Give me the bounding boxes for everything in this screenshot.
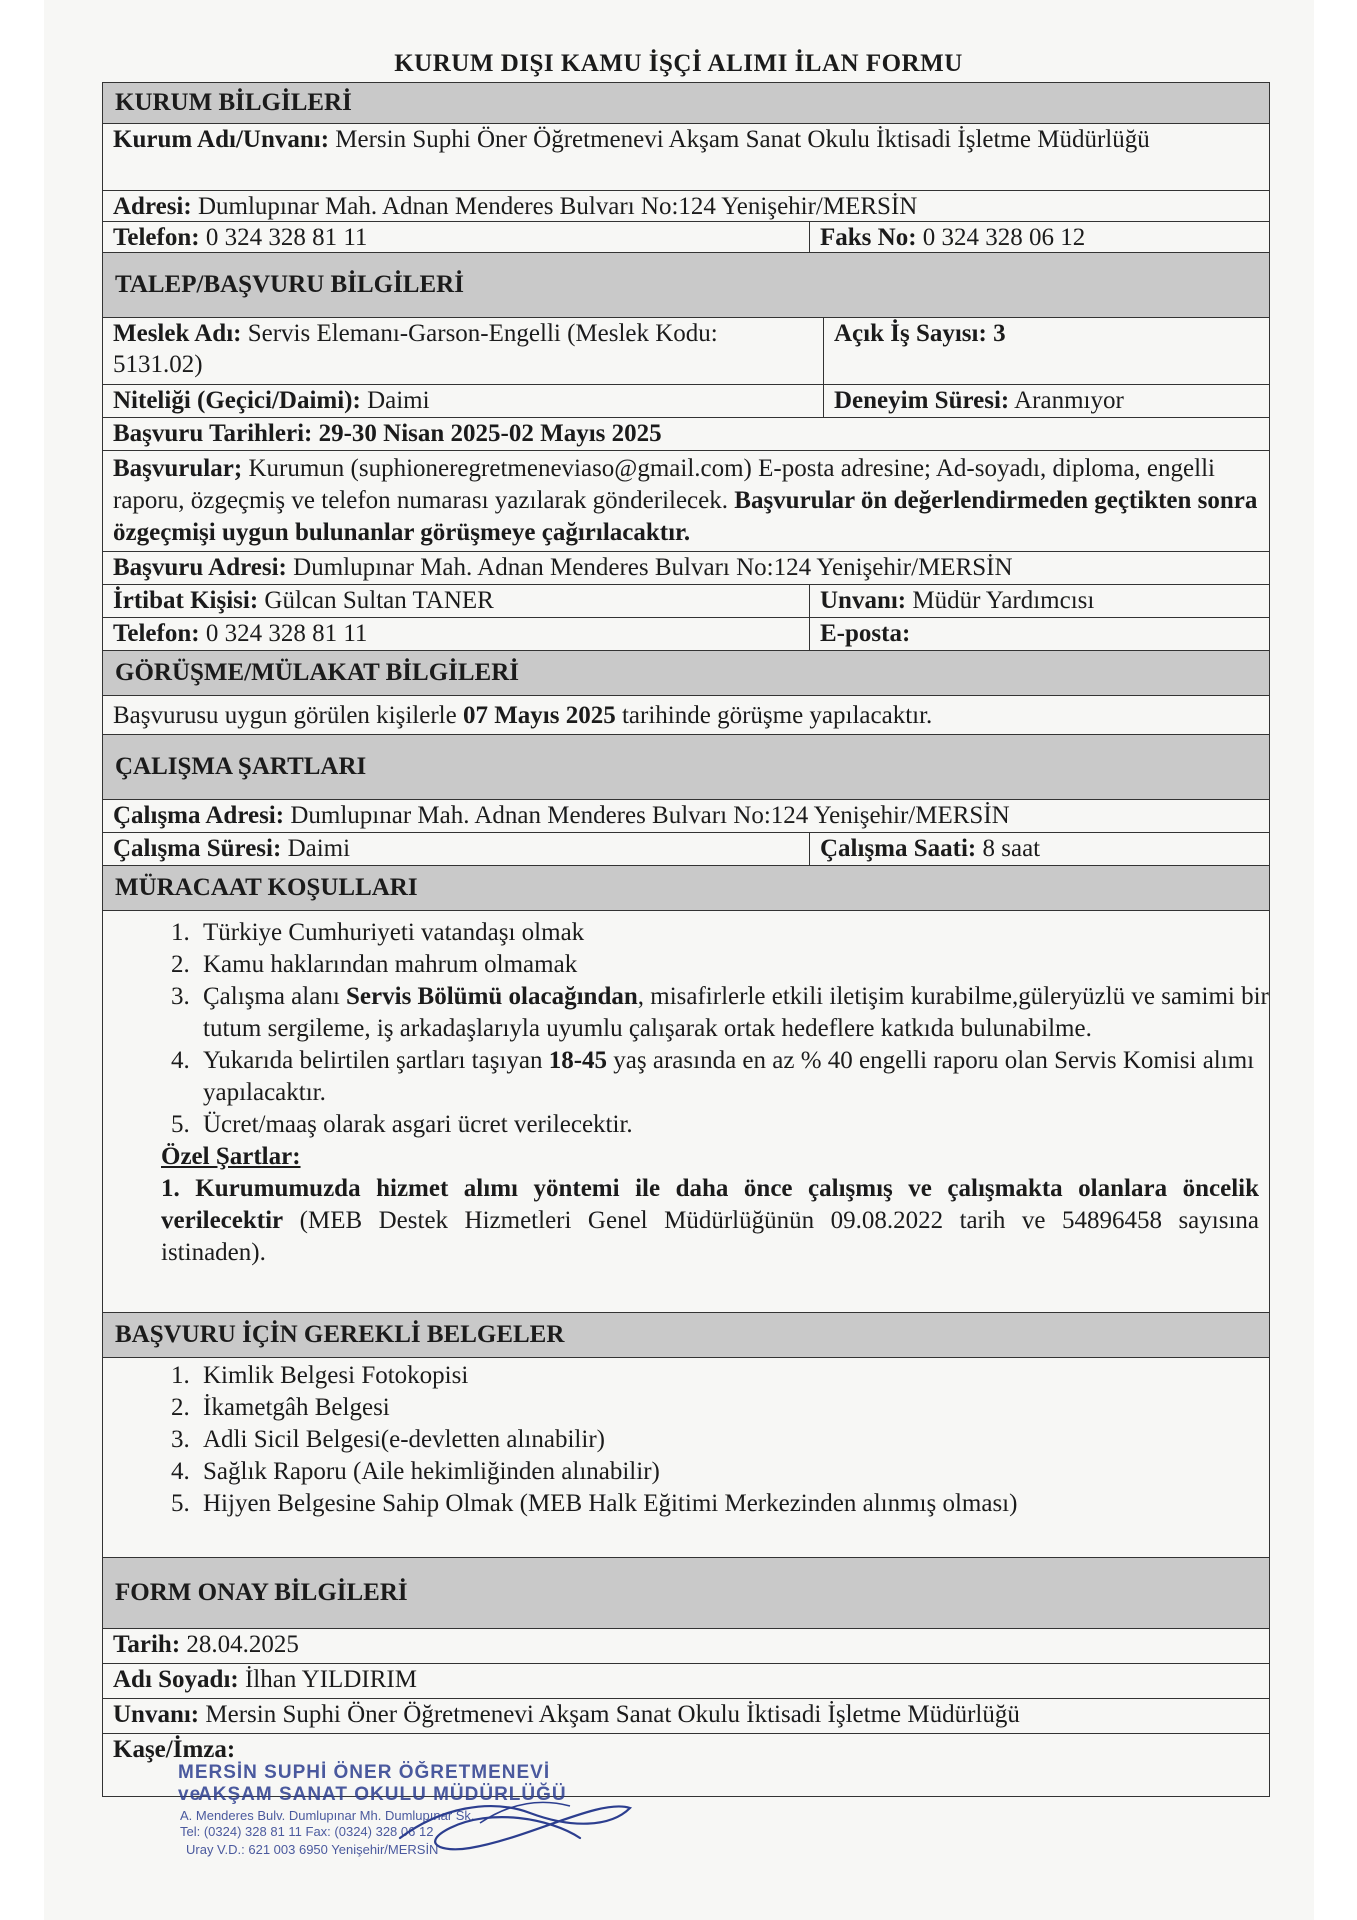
section-calisma-heading: ÇALIŞMA ŞARTLARI (103, 735, 1269, 800)
deneyim-value: Aranmıyor (1009, 387, 1124, 414)
talep-telefon-label: Telefon: (113, 620, 200, 647)
gorusme-text-before: Başvurusu uygun görülen kişilerle (113, 701, 463, 729)
deneyim-label: Deneyim Süresi: (834, 387, 1010, 414)
calisma-adres-row (103, 800, 1269, 833)
kurum-telefon-label: Telefon: (113, 224, 200, 251)
list-item: 4. Yukarıda belirtilen şartları taşıyan 18-45 yaş arasında en az % 40 engelli raporu olan Servis Komisi alımı yapılacaktır. (171, 1047, 1255, 1106)
talep-nitelik-row (103, 385, 1269, 418)
list-item: 3. Adli Sicil Belgesi(e-devletten alınabilir) (171, 1426, 605, 1453)
kurum-adres-label: Adresi: (113, 193, 192, 220)
eposta-label: E-posta: (820, 620, 911, 647)
list-item: 5. Ücret/maaş olarak asgari ücret verilecektir. (171, 1111, 633, 1138)
meslek-value: Servis Elemanı-Garson-Engelli (Meslek Kodu: 5131.02) (113, 320, 718, 378)
onay-adsoyad-label: Adı Soyadı: (113, 1666, 239, 1693)
section-kurum-heading: KURUM BİLGİLERİ (103, 83, 1269, 124)
muracaat-body (103, 911, 1269, 1313)
kase-imza-label: Kaşe/İmza: (113, 1736, 236, 1763)
kurum-ad-label: Kurum Adı/Unvanı: (113, 126, 330, 153)
irtibat-label: İrtibat Kişisi: (113, 587, 259, 614)
list-item: 1. Kimlik Belgesi Fotokopisi (171, 1362, 469, 1389)
acik-is-label: Açık İş Sayısı: (834, 320, 987, 347)
list-item: 3. Çalışma alanı Servis Bölümü olacağından, misafirlerle etkili iletişim kurabilme,güleryüzlü ve samimi bir tutum sergileme, iş arkadaşlarıyla uyumlu çalışarak ortak hedeflere katkıda bulunabilme. (171, 983, 1269, 1042)
basvurular-bold-text: Başvurular ön değerlendirmeden geçtikten sonra özgeçmişi uygun bulunanlar görüşmeye çağırılacaktır. (113, 487, 1258, 546)
basvuru-adres-label: Başvuru Adresi: (113, 554, 287, 581)
kurum-telefon-row (103, 222, 1269, 253)
calisma-saati-value: 8 saat (976, 835, 1041, 862)
kurum-adres-value: Dumlupınar Mah. Adnan Menderes Bulvarı No:124 Yenişehir/MERSİN (191, 193, 918, 220)
onay-adsoyad-value: İlhan YILDIRIM (238, 1666, 417, 1693)
list-item: 5. Hijyen Belgesine Sahip Olmak (MEB Halk Eğitimi Merkezinden alınmış olması) (171, 1490, 1018, 1517)
onay-unvan-row (103, 1699, 1269, 1734)
list-item: 2. İkametgâh Belgesi (171, 1394, 390, 1421)
gorusme-text-after: tarihinde görüşme yapılacaktır. (615, 701, 933, 729)
basvuru-tarihleri: Başvuru Tarihleri: 29-30 Nisan 2025-02 Mayıs 2025 (113, 420, 662, 447)
muracaat-list (103, 917, 1269, 1141)
calisma-adres-value: Dumlupınar Mah. Adnan Menderes Bulvarı No:124 Yenişehir/MERSİN (284, 802, 1010, 829)
signature-icon (380, 1768, 640, 1868)
talep-telefon-value: 0 324 328 81 11 (199, 620, 368, 647)
kurum-adres-row (103, 191, 1269, 222)
official-stamp: MERSİN SUPHİ ÖNER ÖĞRETMENEVİ ve AKŞAM SANAT OKULU MÜDÜRLÜĞÜ A. Menderes Bulv. Dumlupınar Mh. Dumlupınar Sk. Tel: (0324) 328 81 11 Fax: (0324) 328 06 12 Uray V.D.: 621 003 6950 Yenişehir/MERSİN (178, 1762, 567, 1857)
acik-is-value: 3 (986, 320, 1006, 347)
onay-unvan-label: Unvanı: (113, 1701, 200, 1728)
basvuru-adres-value: Dumlupınar Mah. Adnan Menderes Bulvarı No:124 Yenişehir/MERSİN (286, 554, 1013, 581)
irtibat-unvan-label: Unvanı: (820, 587, 907, 614)
calisma-saati-label: Çalışma Saati: (820, 835, 977, 862)
onay-tarih-label: Tarih: (113, 1631, 181, 1658)
onay-tarih-row (103, 1629, 1269, 1664)
onay-unvan-value: Mersin Suphi Öner Öğretmenevi Akşam Sanat Okulu İktisadi İşletme Müdürlüğü (199, 1701, 1020, 1728)
belgeler-body (103, 1358, 1269, 1558)
gorusme-date: 07 Mayıs 2025 (462, 701, 616, 729)
list-item: 2. Kamu haklarından mahrum olmamak (171, 951, 578, 978)
nitelik-value: Daimi (360, 387, 430, 414)
gorusme-row (103, 696, 1269, 735)
basvurular-text: Kurumun (suphioneregretmeneviaso@gmail.com) E-posta adresine; Ad-soyadı, diploma, engelli raporu, özgeçmiş ve telefon numarası yazılarak gönderilecek. (113, 455, 1215, 514)
section-talep-heading: TALEP/BAŞVURU BİLGİLERİ (103, 253, 1269, 318)
kurum-ad-value: Mersin Suphi Öner Öğretmenevi Akşam Sanat Okulu İktisadi İşletme Müdürlüğü (329, 126, 1150, 153)
list-item: 1. Türkiye Cumhuriyeti vatandaşı olmak (171, 919, 585, 946)
onay-adsoyad-row (103, 1664, 1269, 1699)
kurum-ad-row (103, 124, 1269, 191)
talep-tarih-row (103, 418, 1269, 451)
calisma-sure-label: Çalışma Süresi: (113, 835, 282, 862)
nitelik-label: Niteliği (Geçici/Daimi): (113, 387, 361, 414)
ozel-sartlar-heading: Özel Şartlar: (161, 1143, 301, 1170)
section-muracaat-heading: MÜRACAAT KOŞULLARI (103, 866, 1269, 911)
talep-irtibat-row (103, 585, 1269, 618)
basvurular-label: Başvurular; (113, 455, 243, 482)
calisma-sure-value: Daimi (281, 835, 351, 862)
kurum-telefon-value: 0 324 328 81 11 (199, 224, 368, 251)
belgeler-list (103, 1360, 1269, 1520)
talep-basvurular-row (103, 451, 1269, 552)
talep-meslek-row (103, 318, 1269, 385)
ozel-sartlar-text: 1. Kurumumuzda hizmet alımı yöntemi ile daha önce çalışmış ve çalışmakta olanlara öncelik verilecektir (MEB Destek Hizmetleri Genel Müdürlüğünün 09.08.2022 tarih ve 54896458 sayısına istinaden). (161, 1175, 1259, 1266)
talep-adres-row (103, 552, 1269, 585)
meslek-label: Meslek Adı: (113, 320, 242, 347)
onay-tarih-value: 28.04.2025 (180, 1631, 299, 1658)
talep-iletisim-row (103, 618, 1269, 651)
calisma-adres-label: Çalışma Adresi: (113, 802, 285, 829)
section-gorusme-heading: GÖRÜŞME/MÜLAKAT BİLGİLERİ (103, 651, 1269, 696)
irtibat-unvan-value: Müdür Yardımcısı (906, 587, 1095, 614)
irtibat-value: Gülcan Sultan TANER (258, 587, 494, 614)
list-item: 4. Sağlık Raporu (Aile hekimliğinden alınabilir) (171, 1458, 660, 1485)
kurum-faks-label: Faks No: (820, 224, 917, 251)
section-belgeler-heading: BAŞVURU İÇİN GEREKLİ BELGELER (103, 1313, 1269, 1358)
form-table (102, 82, 1270, 1797)
section-onay-heading: FORM ONAY BİLGİLERİ (103, 1558, 1269, 1629)
calisma-sure-row (103, 833, 1269, 866)
form-title: KURUM DIŞI KAMU İŞÇİ ALIMI İLAN FORMU (394, 50, 963, 77)
kurum-faks-value: 0 324 328 06 12 (916, 224, 1086, 251)
